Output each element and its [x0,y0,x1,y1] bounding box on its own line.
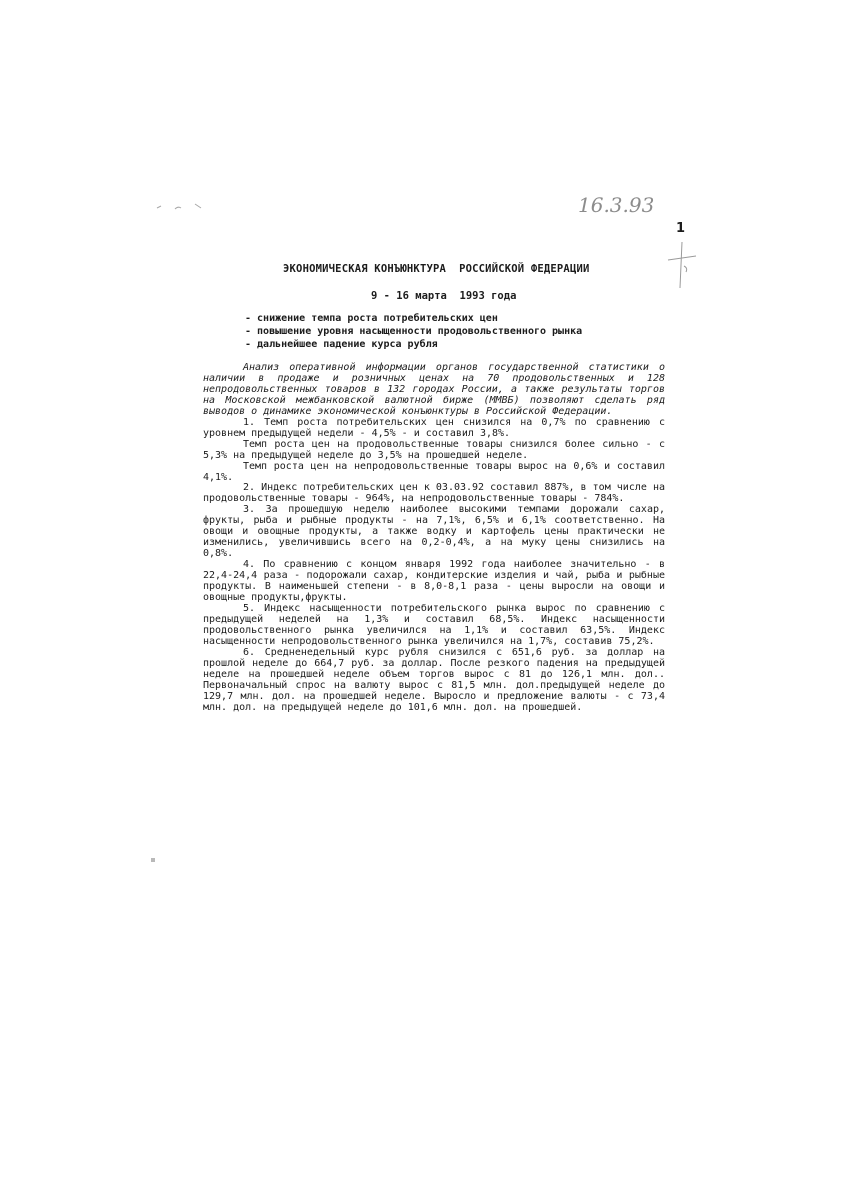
paragraph-6: 6. Средненедельный курс рубля снизился с 651,6 руб. за доллар на прошлой неделе до 664,7 руб. за доллар. После резкого падения на предыдущей неделе на прошедшей неделе объем торгов вырос с 81 до 126,1 млн. дол.. Первоначальный спрос на валюту вырос с 81,5 млн. дол.предыдущей неделе до 129,7 млн. дол. на прошедшей неделе. Выросло и предложение валюты - с 73,4 млн. дол. на предыдущей неделе до 101,6 млн. дол. на прошедшей. [203,646,665,713]
handwritten-note-text: 16.3.93 [578,193,655,217]
summary-bullet: - снижение темпа роста потребительских цен [245,313,498,324]
document-date: 9 - 16 марта 1993 года [371,290,517,302]
summary-bullet-text: снижение темпа роста потребительских цен [257,313,498,324]
summary-bullet: - повышение уровня насыщенности продовольственного рынка [245,326,583,337]
handwritten-note-scribble [578,190,698,220]
summary-bullet-list [245,312,582,351]
paragraph-1-nonfood: Темп роста цен на непродовольственные товары вырос на 0,6% и составил 4,1%. [203,460,665,483]
paragraph-5: 5. Индекс насыщенности потребительского рынка вырос по сравнению с предыдущей неделей на 1,3% и составил 68,5%. Индекс насыщенности продовольственного рынка увеличился на 1,1% и составил 63,5%. Индекс насыщенности непродовольственного рынка увеличился на 1,7%, составив 75,2%. [203,602,665,647]
paragraph-1: 1. Темп роста потребительских цен снизился на 0,7% по сравнению с уровнем предыдущей недели - 4,5% - и составил 3,8%. [203,416,665,439]
paragraph-2: 2. Индекс потребительских цен к 03.03.92 составил 887%, в том числе на продовольственные товары - 964%, на непродовольственные товары - 784%. [203,482,665,505]
summary-bullet-text: повышение уровня насыщенности продовольственного рынка [257,326,583,337]
document-title: ЭКОНОМИЧЕСКАЯ КОНЪЮНКТУРА РОССИЙСКОЙ ФЕДЕРАЦИИ [283,263,590,275]
stray-pen-mark [155,200,215,214]
intro-paragraph: Анализ оперативной информации органов государственной статистики о наличии в продаже и розничных ценах на 70 продовольственных и 128 непродовольственных товаров в 132 городах России, а также результаты торгов на Московской межбанковской валютной бирже (ММВБ) позволяют сделать ряд выводов о динамике экономической конъюнктуры в Российской Федерации. [203,362,665,417]
summary-bullet-text: дальнейшее падение курса рубля [257,339,438,350]
page-number: 1 [676,221,686,236]
handwritten-date-note [578,190,698,220]
fold-mark [151,858,155,862]
paragraph-3: 3. За прошедшую неделю наиболее высокими темпами дорожали сахар, фрукты, рыба и рыбные продукты - на 7,1%, 6,5% и 6,1% соответственно. На овощи и овощные продукты, а также водку и картофель цены практически не изменились, увеличившись всего на 0,2-0,4%, а на муку цены снизились на 0,8%. [203,504,665,560]
paragraph-1-food: Темп роста цен на продовольственные товары снизился более сильно - с 5,3% на предыдущей неделе до 3,5% на прошедшей неделе. [203,438,665,461]
paragraph-4: 4. По сравнению с концом января 1992 года наиболее значительно - в 22,4-24,4 раза - подорожали сахар, кондитерские изделия и чай, рыба и рыбные продукты. В наименьшей степени - в 8,0-8,1 раза - цены выросли на овощи и овощные продукты,фрукты. [203,559,665,604]
summary-bullet: - дальнейшее падение курса рубля [245,339,438,350]
document-body [203,363,665,714]
margin-pen-mark [660,238,700,293]
